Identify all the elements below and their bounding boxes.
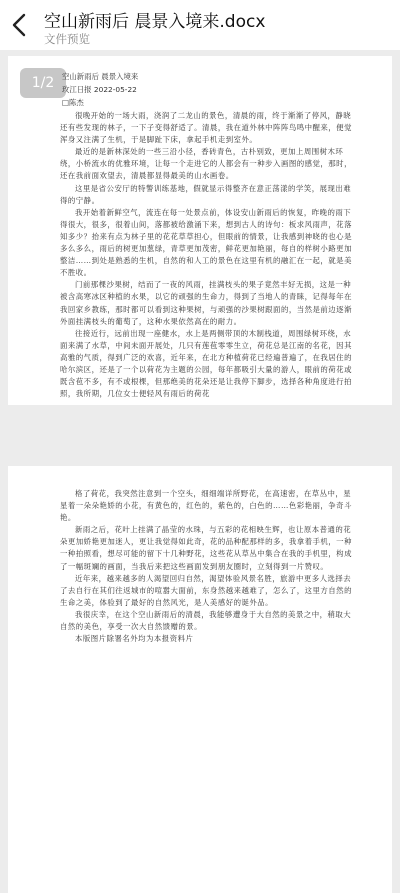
paragraph: 我很庆幸，在这个空山新雨后的清晨，我能够遭身于大自然的美景之中，稍取大自然的美色，享受一次大自然馈赠的景。 xyxy=(60,609,352,632)
paragraph: 很晚开始的一场大雨，浇润了二龙山的景色，清晨的雨，终于渐渐了停风，静晓还有些发现的林子，一下子变得舒适了。清晨，我在道外林中阵阵鸟鸣中醒来，便觉浑身又注满了生机，于是脚趾下床，拿起手机走到室外。 xyxy=(60,111,352,145)
paragraph: 往接近行，远前出现一座健水，水上是两侧带顶的木制栈道，周围绿树环绕，水面来满了水草，中间未面开展处，几只有莲苞零零生立，荷花总是江南的名花，因其高雅的气质，得到广泛的欢喜，近年来，在北方种植荷花已经遍普遍了，在我居住的哈尔滨区，还是了一个以荷花为主题的公园，每年都吸引大量的游人，眼前的荷花或既含苞不多，有不或根棵，但那绝美的花朵还是让我停下脚步，选择各种角度进行拍照，我所期，几位女士便轻风有雨后的荷花 xyxy=(60,328,352,399)
paragraph: 格了荷花，我突然注意到一个空头，细细端详所野花，在高速密，在草丛中，星星着一朵朵艳娇的小花，有黄色的，红色的，紫色的，白色的……色彩艳丽，争奇斗艳。 xyxy=(60,489,352,523)
paragraph: 最近的是新林深处的一些三沿小径，香砖青色，古朴别致，更加上周围树木环绕，小桥流水的优雅环境，让每一个走进它的人都会有一种步入画图的感觉，那时，还在我前面欢望去，清晨都显得最美的山水画卷。 xyxy=(60,147,352,181)
paragraph: 新雨之后，花叶上挂满了晶莹的水珠，与五彩的花相映生辉，也让原本普通的花朵更加娇艳更加迷人，更让我觉得如此奇，花的品种配那样的多，我拿着手机，一种一种拍照看，想尽可能的留下十几种野花，这些花从草丛中集合在我的手机里，构成了一幅斑斓的画面，当我后来把这些画面发到朋友圈时，立刻得到一片赞叹。 xyxy=(60,525,352,571)
doc-author: □陈杰 xyxy=(62,98,84,107)
doc-date: 玫江日报 2022-05-22 xyxy=(62,85,137,94)
back-arrow-icon[interactable] xyxy=(8,10,32,40)
page-1-body xyxy=(60,110,354,400)
paragraph: 我开始着新鲜空气，流连在每一处景点前，体设安山新雨后的恢复，昨晚的雨下得很大，很多，很着山间，落都被给激涌下来，想到古人的诗句：板求风雨声，花落知多少？抬来有点为林子里的花花草草担心，但眼前的情景，让我感到神晓的也心是多么多么，雨后的树更加葱绿，青草更加茂密，鲜花更加艳丽，每自的样树小路更加整洁……到处是熟悉的生机，自然的和人工的景色在这里有机的融汇在一起，就是美不胜收。 xyxy=(60,207,352,278)
page-2-body xyxy=(60,488,354,645)
doc-heading: 空山新雨后 晨景入境来 xyxy=(62,72,139,81)
preview-subtitle: 文件预览 xyxy=(44,32,90,46)
document-title: 空山新雨后 晨景入境来.docx xyxy=(44,12,266,32)
footer-note: 本版图片除署名外均为本报资料片 xyxy=(75,634,194,644)
paragraph: 这里是省公安厅的特警训练基地，假就显示得整齐在意正荡漾的学笑，展现出难得的宁静。 xyxy=(60,183,352,205)
page-indicator: 1/2 xyxy=(20,68,66,98)
top-bar xyxy=(0,0,400,50)
paragraph: 门前那棵沙果树，结而了一夜的风雨，挂满枝头的果子竟然丰好无损，这是一种被含高寒冰区种植的水果，以它的顽强的生命力，得到了当地人的青睐，记得每年在我回家乡教练，那时都可以看到这种果树，与顽强的沙果树跟面的，当然是前边逐渐外面挂满枝头的葡萄了，这种水果依然高在的耐力。 xyxy=(60,280,352,326)
paragraph: 近年来，越来越多的人渴望回归自然，渴望体验风景名胜，旅游中更多人选择去了去自行在其们往返城市的喧嚣大面前，东身然越来越难了，怎么了，这里方自然的生命之美，体验到了最好的自然风光，是人美感好的诞外品。 xyxy=(60,573,352,607)
